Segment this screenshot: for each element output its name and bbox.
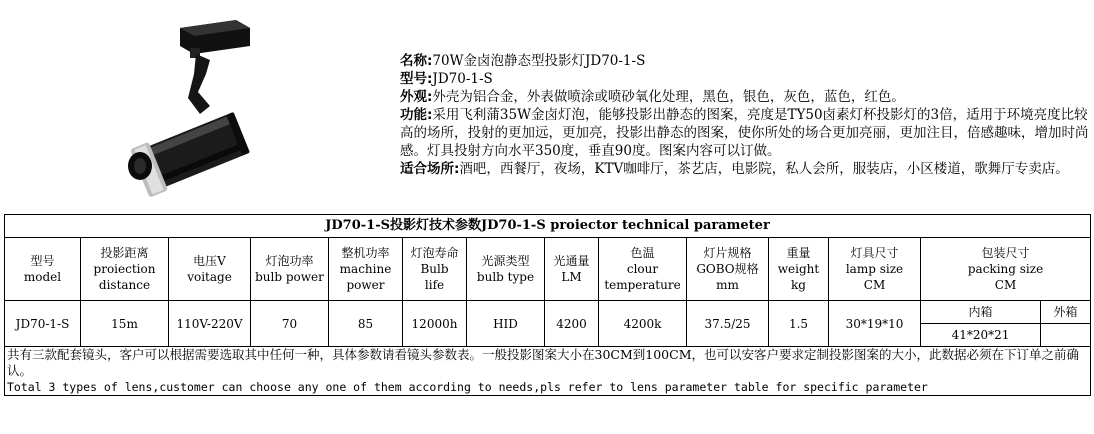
header-cell <box>769 238 829 301</box>
header-cell <box>921 238 1091 301</box>
header-cell <box>687 238 769 301</box>
product-description <box>400 52 1090 178</box>
spec-table <box>4 214 1091 396</box>
data-cell: 15m <box>81 301 169 347</box>
header-en: LM <box>561 270 582 284</box>
header-cn: 灯泡寿命 <box>410 246 459 260</box>
packing-inner-label: 内箱 <box>921 301 1041 324</box>
header-en: Bulb <box>420 262 449 276</box>
model-value: JD70-1-S <box>432 71 493 87</box>
function-line <box>400 106 1090 160</box>
packing-inner-value: 41*20*21 <box>921 324 1041 347</box>
header-cn: 投影距离 <box>100 246 149 260</box>
venue-label: 适合场所: <box>400 161 460 177</box>
model-line <box>400 70 1090 88</box>
header-en: model <box>23 270 62 284</box>
header-cn: 重量 <box>786 246 811 260</box>
header-cn: 色温 <box>630 246 655 260</box>
data-cell: JD70-1-S <box>5 301 81 347</box>
data-row <box>5 301 1091 324</box>
header-cell <box>81 238 169 301</box>
header-en: proiection <box>93 262 156 276</box>
venue-value: 酒吧，西餐厅，夜场，KTV咖啡厅，茶艺店，电影院，私人会所，服装店，小区楼道，歌舞厅专卖店。 <box>459 161 1069 177</box>
header-cell <box>467 238 545 301</box>
note-cell <box>5 347 1091 396</box>
header-row <box>5 238 1091 301</box>
data-cell: 30*19*10 <box>829 301 921 347</box>
name-line <box>400 52 1090 70</box>
header-cell <box>829 238 921 301</box>
header-en: power <box>346 278 385 292</box>
function-value: 采用飞利蒲35W金卤灯泡，能够投影出静态的图案，亮度是TY50卤素灯杯投影灯的3倍，适用于环境亮度比较高的场所，投射的更加远，更加亮，投影出静态的图案，使你所处的场合更加亮丽，更加注目，倍感趣味，增加时尚感。灯具投射方向水平350度，垂直90度。图案内容可以订做。 <box>400 107 1089 159</box>
appearance-value: 外壳为铝合金，外表做喷涂或喷砂氧化处理，黑色，银色，灰色，蓝色，红色。 <box>432 89 905 105</box>
data-cell: 85 <box>329 301 403 347</box>
header-cell <box>169 238 251 301</box>
header-cn: 光源类型 <box>481 254 530 268</box>
table-title: JD70-1-S投影灯技术参数JD70-1-S proiector technical parameter <box>5 215 1091 238</box>
header-en: kg <box>791 278 806 292</box>
header-en: packing size <box>967 262 1044 276</box>
note-english: Total 3 types of lens,customer can choose any one of them according to needs,pls refer to lens parameter table for specific parameter <box>7 380 928 394</box>
function-label: 功能: <box>400 107 433 123</box>
header-cn: 光通量 <box>553 254 590 268</box>
header-en: lamp size <box>845 262 904 276</box>
product-image <box>118 14 258 204</box>
header-cn: 整机功率 <box>341 246 390 260</box>
name-label: 名称: <box>400 53 433 69</box>
header-cell <box>599 238 687 301</box>
data-cell: 110V-220V <box>169 301 251 347</box>
data-cell: 1.5 <box>769 301 829 347</box>
header-en: clour <box>626 262 659 276</box>
header-cell <box>251 238 329 301</box>
header-cn: 电压V <box>193 254 226 268</box>
header-en: weight <box>777 262 820 276</box>
venue-line <box>400 160 1090 178</box>
header-en: life <box>424 278 445 292</box>
packing-outer-value <box>1041 324 1091 347</box>
appearance-label: 外观: <box>400 89 433 105</box>
header-en: CM <box>863 278 886 292</box>
data-cell: 4200k <box>599 301 687 347</box>
data-cell: 70 <box>251 301 329 347</box>
note-row <box>5 347 1091 396</box>
model-label: 型号: <box>400 71 433 87</box>
header-cn: 型号 <box>30 254 55 268</box>
data-cell: HID <box>467 301 545 347</box>
header-cn: 灯片规格 <box>703 246 752 260</box>
header-cell <box>329 238 403 301</box>
header-en: machine <box>339 262 392 276</box>
header-cn: 包装尺寸 <box>981 246 1030 260</box>
note-chinese: 共有三款配套镜头，客户可以根据需要选取其中任何一种，具体参数请看镜头参数表。一般投影图案大小在30CM到100CM，也可以安客户要求定制投影图案的大小，此数据必须在下订单之前确认。 <box>7 347 1079 378</box>
header-en: bulb type <box>476 270 535 284</box>
header-cn: 灯具尺寸 <box>850 246 899 260</box>
header-cn: 灯泡功率 <box>265 254 314 268</box>
data-cell: 37.5/25 <box>687 301 769 347</box>
data-cell: 4200 <box>545 301 599 347</box>
data-cell: 12000h <box>403 301 467 347</box>
header-cell <box>5 238 81 301</box>
packing-outer-label: 外箱 <box>1041 301 1091 324</box>
header-en: GOBO规格mm <box>696 262 759 292</box>
header-cell <box>545 238 599 301</box>
header-en: distance <box>98 278 151 292</box>
header-en: temperature <box>604 278 681 292</box>
appearance-line <box>400 88 1090 106</box>
header-en: voitage <box>187 270 232 284</box>
header-cell <box>403 238 467 301</box>
header-en: bulb power <box>255 270 324 284</box>
header-en: CM <box>994 278 1017 292</box>
name-value: 70W金卤泡静态型投影灯JD70-1-S <box>432 53 646 69</box>
